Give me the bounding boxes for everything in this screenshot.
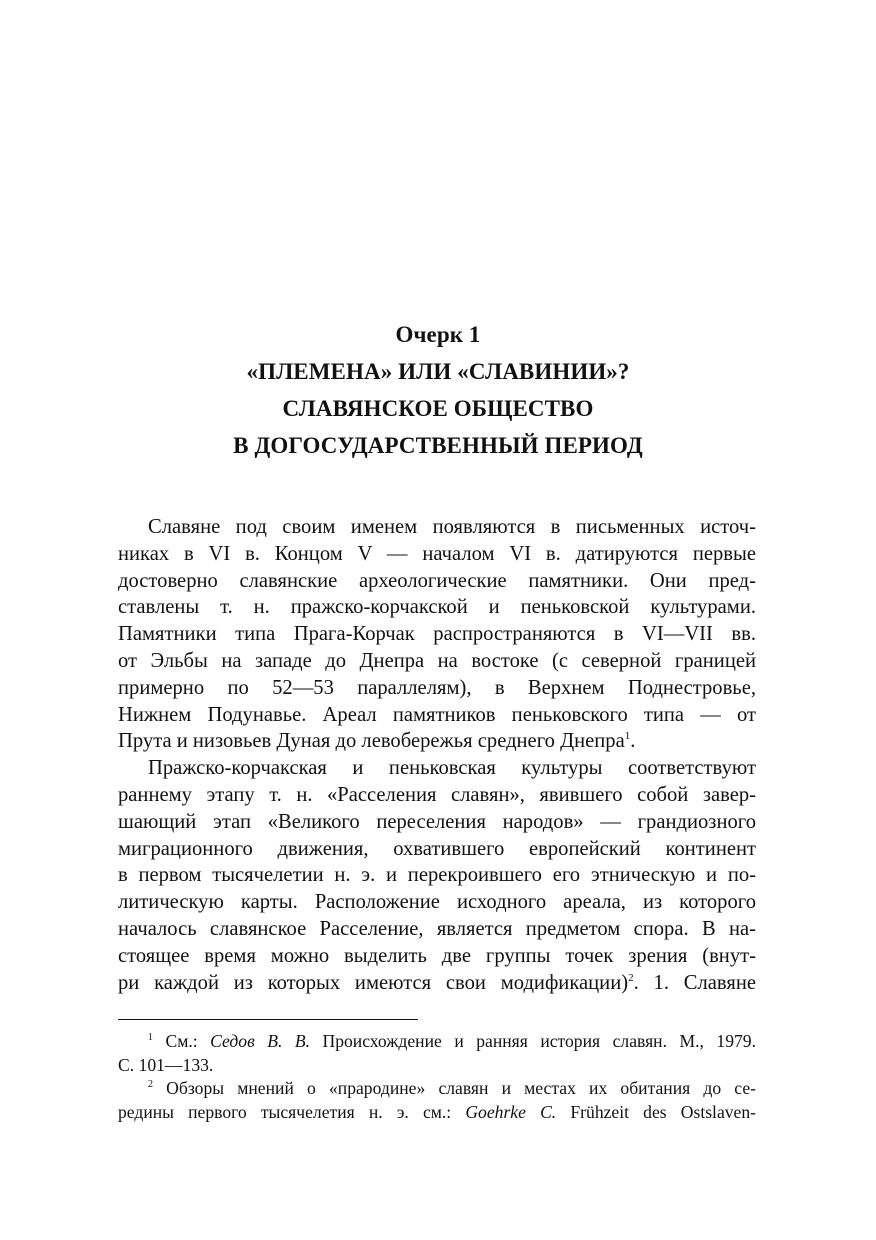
chapter-heading bbox=[0, 316, 876, 464]
chapter-title-line-3: В ДОГОСУДАРСТВЕННЫЙ ПЕРИОД bbox=[233, 433, 643, 458]
footnote-text: Происхождение и ранняя история славян. М., 1979. bbox=[310, 1031, 756, 1051]
footnote-number: 2 bbox=[148, 1079, 153, 1091]
paragraph-2 bbox=[118, 755, 756, 996]
footnote-reference-1[interactable]: 1 bbox=[624, 730, 631, 743]
footnote-author: Goehrke C. bbox=[465, 1101, 557, 1122]
text-line: шающий этап «Великого переселения народов» — грандиозного bbox=[118, 810, 756, 833]
text-line: в первом тысячелетии н. э. и перекроившего его этническую и по- bbox=[118, 864, 756, 887]
footnotes bbox=[118, 1030, 756, 1124]
footnote-line bbox=[118, 1101, 756, 1125]
text-line: никах в VI в. Концом V — началом VI в. датируются первые bbox=[118, 542, 756, 565]
footnote-2 bbox=[118, 1077, 756, 1124]
text-line: достоверно славянские археологические памятники. Они пред- bbox=[118, 569, 756, 592]
footnote-text: Frühzeit des Ostslaven- bbox=[556, 1101, 757, 1122]
text-line: литическую карты. Расположение исходного ареала, из которого bbox=[118, 891, 756, 914]
text-line: стоящее время можно выделить две группы точек зрения (внут- bbox=[118, 944, 756, 967]
text-line: Памятники типа Прага-Корчак распространяются в VI—VII вв. bbox=[118, 623, 756, 646]
footnote-reference-2[interactable]: 2 bbox=[628, 971, 634, 984]
footnote-line bbox=[118, 1030, 756, 1054]
text-line: началось славянское Расселение, является предметом спора. В на- bbox=[118, 917, 756, 940]
chapter-title-line-2: СЛАВЯНСКОЕ ОБЩЕСТВО bbox=[282, 396, 594, 421]
text-line: от Эльбы на западе до Днепра на востоке (с северной границей bbox=[118, 649, 756, 672]
chapter-label: Очерк 1 bbox=[395, 322, 481, 347]
footnote-author: Седов В. В. bbox=[210, 1031, 310, 1051]
text-fragment: . bbox=[630, 730, 636, 753]
text-line: Пражско-корчакская и пеньковская культуры соответствуют bbox=[148, 757, 756, 780]
footnote-prefix: См.: bbox=[165, 1031, 211, 1051]
text-line: раннему этапу т. н. «Расселения славян», явившего собой завер- bbox=[118, 783, 756, 806]
chapter-title-line-1: «ПЛЕМЕНА» ИЛИ «СЛАВИНИИ»? bbox=[246, 359, 630, 384]
footnote-number: 1 bbox=[148, 1032, 153, 1044]
main-text bbox=[118, 514, 756, 996]
footnote-1 bbox=[118, 1030, 756, 1077]
footnote-text: редины первого тысячелетия н. э. см.: bbox=[118, 1101, 466, 1122]
text-line bbox=[118, 970, 756, 997]
text-line: миграционного движения, охватившего европейский континент bbox=[118, 837, 756, 860]
footnote-line: С. 101—133. bbox=[118, 1054, 214, 1075]
text-line: ставлены т. н. пражско-корчакской и пеньковской культурами. bbox=[118, 596, 756, 619]
footnote-divider bbox=[118, 1019, 418, 1020]
text-line bbox=[118, 728, 756, 755]
text-fragment: ри каждой из которых имеются свои модификации) bbox=[118, 971, 629, 994]
text-line: Нижнем Подунавье. Ареал памятников пеньковского типа — от bbox=[118, 703, 756, 726]
paragraph-1 bbox=[118, 514, 756, 755]
text-fragment: Прута и низовьев Дуная до левобережья среднего Днепра bbox=[118, 730, 625, 753]
footnote-line bbox=[118, 1077, 756, 1101]
text-fragment: . 1. Славяне bbox=[633, 971, 756, 994]
footnote-text: Обзоры мнений о «прародине» славян и местах их обитания до се- bbox=[166, 1078, 756, 1098]
text-line: примерно по 52—53 параллелям), в Верхнем Поднестровье, bbox=[118, 676, 756, 699]
text-line: Славяне под своим именем появляются в письменных источ- bbox=[148, 516, 756, 538]
